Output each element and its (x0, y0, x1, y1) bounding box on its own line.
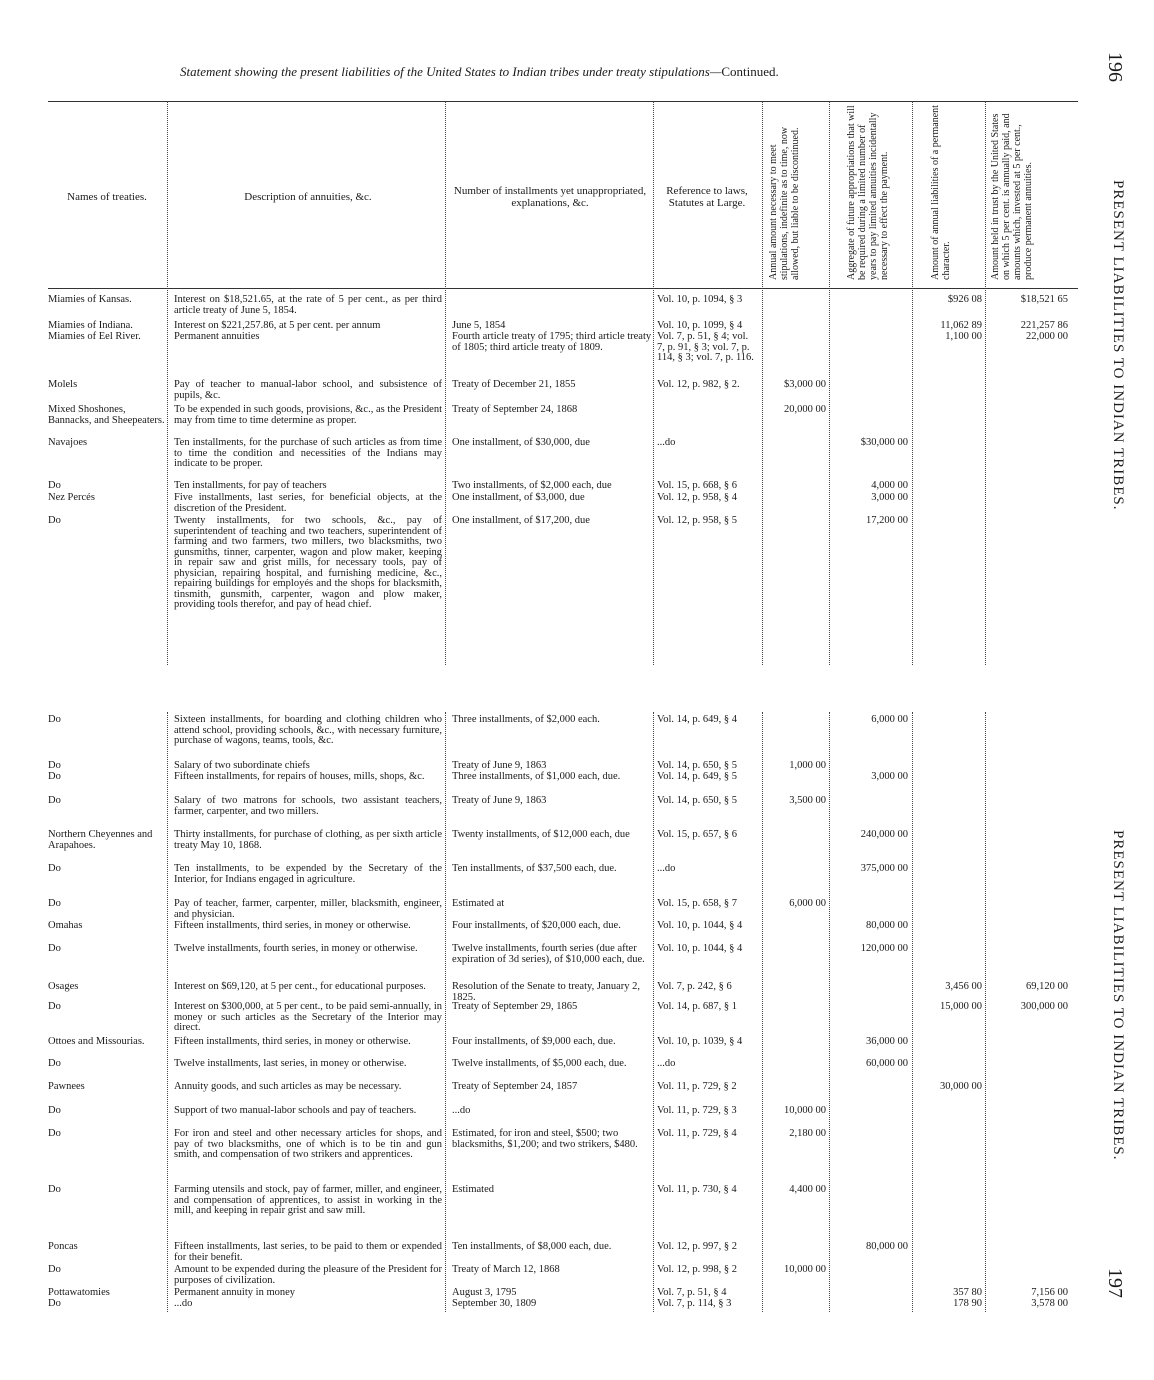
reference: Vol. 11, p. 729, § 3 (657, 1105, 737, 1116)
annual-amount: 10,000 00 (784, 1264, 826, 1275)
reference: Vol. 12, p. 982, § 2. (657, 379, 740, 390)
permanent-amount: $926 08 (947, 294, 982, 305)
column-divider (912, 712, 913, 1312)
reference: Vol. 10, p. 1044, § 4 (657, 943, 743, 954)
annuity-description: Interest on $69,120, at 5 per cent., for educational purposes. (174, 981, 426, 992)
page-title: Statement showing the present liabilities of the United States to Indian tribes under treaty stipulations—Continued. (180, 64, 779, 79)
treaty-name: Northern Cheyennes and Arapahoes. (48, 829, 155, 851)
installments: Estimated at (452, 898, 505, 909)
installments: Treaty of March 12, 1868 (452, 1264, 560, 1275)
aggregate-amount: $30,000 00 (860, 437, 908, 448)
header-rule (48, 288, 1078, 289)
reference: Vol. 10, p. 1044, § 4 (657, 920, 743, 931)
annuity-description: Amount to be expended during the pleasure of the President for purposes of civilization. (174, 1264, 445, 1286)
table-top-rule (48, 101, 1078, 102)
aggregate-amount: 80,000 00 (866, 1241, 908, 1252)
installments: Treaty of September 24, 1868 (452, 404, 578, 415)
page-number-bottom: 197 (1104, 1268, 1126, 1298)
treaty-name: Do (48, 1001, 61, 1012)
column-divider (985, 101, 986, 665)
installments: Twelve installments, of $5,000 each, due. (452, 1058, 627, 1069)
installments: Ten installments, of $37,500 each, due. (452, 863, 617, 874)
annuity-description: Ten installments, for the purchase of such articles as from time to time the condition and necessities of the Indians may indicate to be proper. (174, 437, 445, 469)
header-names: Names of treaties. (67, 191, 147, 203)
annuity-description: Ten installments, to be expended by the Secretary of the Interior, for Indians engaged in agriculture. (174, 863, 445, 885)
column-divider (653, 101, 654, 665)
aggregate-amount: 60,000 00 (866, 1058, 908, 1069)
annuity-description: Permanent annuity in money (174, 1287, 296, 1298)
installments: September 30, 1809 (452, 1298, 537, 1309)
treaty-name: Do (48, 1105, 61, 1116)
running-head-bottom: PRESENT LIABILITIES TO INDIAN TRIBES. (1110, 830, 1126, 1161)
installments: Three installments, of $2,000 each. (452, 714, 600, 725)
installments: Ten installments, of $8,000 each, due. (452, 1241, 612, 1252)
installments: Fourth article treaty of 1795; third article treaty of 1805; third article treaty of 1809. (452, 331, 654, 353)
treaty-name: Do (48, 898, 61, 909)
treaty-name: Do (48, 714, 61, 725)
installments: ...do (452, 1105, 471, 1116)
running-head-top: PRESENT LIABILITIES TO INDIAN TRIBES. (1110, 180, 1126, 511)
trust-amount: 22,000 00 (1026, 331, 1068, 342)
aggregate-amount: 375,000 00 (860, 863, 908, 874)
header-trust: Amount held in trust by the United States on which 5 per cent. is annually paid, and amounts which, invested at 5 per cent., produce permanent annuities. (990, 113, 1034, 280)
annuity-description: Pay of teacher, farmer, carpenter, miller, blacksmith, engineer, and physician. (174, 898, 445, 920)
treaty-name: Do (48, 1264, 61, 1275)
installments: Twelve installments, fourth series (due after expiration of 3d series), of $10,000 each, due. (452, 943, 645, 965)
permanent-amount: 357 80 (953, 1287, 982, 1298)
installments: One installment, of $30,000, due (452, 437, 590, 448)
permanent-amount: 3,456 00 (945, 981, 982, 992)
annuity-description: Ten installments, for pay of teachers (174, 480, 327, 491)
column-divider (445, 101, 446, 665)
treaty-name: Do (48, 1298, 61, 1309)
permanent-amount: 30,000 00 (940, 1081, 982, 1092)
reference: Vol. 14, p. 649, § 5 (657, 771, 738, 782)
treaty-name: Molels (48, 379, 78, 390)
header-reference: Reference to laws, Statutes at Large. (666, 185, 748, 209)
reference: Vol. 14, p. 687, § 1 (657, 1001, 738, 1012)
header-annual: Annual amount necessary to meet stipulations, indefinite as to time, now allowed, but liable to be discontinued. (768, 126, 801, 280)
annuity-description: Sixteen installments, for boarding and clothing children who attend school, providing schools, &c., with necessary furniture, purchase of wagons, teams, tools, &c. (174, 714, 445, 746)
installments: Treaty of September 24, 1857 (452, 1081, 578, 1092)
annuity-description: Interest on $300,000, at 5 per cent., to be paid semi-annually, in money or such articles as the Secretary of the Interior may direct. (174, 1001, 445, 1033)
annuity-description: To be expended in such goods, provisions, &c., as the President may from time to time determine as proper. (174, 404, 445, 426)
treaty-name: Mixed Shoshones, Bannacks, and Sheepeaters. (48, 404, 165, 426)
treaty-name: Miamies of Kansas. (48, 294, 132, 305)
column-divider (762, 712, 763, 1312)
column-divider (167, 101, 168, 665)
column-divider (762, 101, 763, 665)
treaty-name: Osages (48, 981, 79, 992)
trust-amount: 3,578 00 (1031, 1298, 1068, 1309)
annual-amount: 6,000 00 (789, 898, 826, 909)
aggregate-amount: 80,000 00 (866, 920, 908, 931)
annual-amount: 1,000 00 (789, 760, 826, 771)
annuity-description: Annuity goods, and such articles as may be necessary. (174, 1081, 402, 1092)
reference: Vol. 15, p. 668, § 6 (657, 480, 738, 491)
aggregate-amount: 4,000 00 (871, 480, 908, 491)
installments: Three installments, of $1,000 each, due. (452, 771, 621, 782)
reference: Vol. 11, p. 729, § 2 (657, 1081, 737, 1092)
annuity-description: Salary of two subordinate chiefs (174, 760, 310, 771)
permanent-amount: 1,100 00 (945, 331, 982, 342)
treaty-name: Do (48, 795, 61, 806)
reference: Vol. 10, p. 1099, § 4 (657, 320, 743, 331)
annuity-description: Fifteen installments, third series, in money or otherwise. (174, 920, 411, 931)
trust-amount: 300,000 00 (1020, 1001, 1068, 1012)
column-divider (829, 712, 830, 1312)
reference: Vol. 14, p. 649, § 4 (657, 714, 738, 725)
annuity-description: ...do (174, 1298, 193, 1309)
treaty-name: Miamies of Indiana. (48, 320, 133, 331)
treaty-name: Do (48, 480, 61, 491)
annuity-description: Pay of teacher to manual-labor school, and subsistence of pupils, &c. (174, 379, 445, 401)
reference: ...do (657, 1058, 676, 1069)
installments: August 3, 1795 (452, 1287, 517, 1298)
reference: Vol. 12, p. 958, § 4 (657, 492, 738, 503)
permanent-amount: 11,062 89 (940, 320, 982, 331)
reference: ...do (657, 863, 676, 874)
reference: Vol. 7, p. 242, § 6 (657, 981, 732, 992)
reference: Vol. 7, p. 114, § 3 (657, 1298, 732, 1309)
header-description: Description of annuities, &c. (244, 191, 372, 203)
installments: Treaty of September 29, 1865 (452, 1001, 578, 1012)
installments: Four installments, of $9,000 each, due. (452, 1036, 616, 1047)
treaty-name: Poncas (48, 1241, 78, 1252)
treaty-name: Ottoes and Missourias. (48, 1036, 145, 1047)
reference: Vol. 12, p. 997, § 2 (657, 1241, 738, 1252)
trust-amount: $18,521 65 (1020, 294, 1068, 305)
installments: Resolution of the Senate to treaty, January 2, 1825. (452, 981, 643, 1003)
reference: Vol. 12, p. 958, § 5 (657, 515, 738, 526)
header-aggregate: Aggregate of future appropriations that will be required during a limited number of years to pay limited annuities incidentally necessary to effect the payment. (846, 105, 890, 280)
column-divider (167, 712, 168, 1312)
annuity-description: Support of two manual-labor schools and pay of teachers. (174, 1105, 417, 1116)
aggregate-amount: 17,200 00 (866, 515, 908, 526)
treaty-name: Do (48, 515, 61, 526)
annuity-description: Salary of two matrons for schools, two assistant teachers, farmer, carpenter, and two millers. (174, 795, 445, 817)
annual-amount: 2,180 00 (789, 1128, 826, 1139)
annuity-description: Twenty installments, for two schools, &c., pay of superintendent of teaching and two teachers, superintendent of farming and two farmers, two millers, two blacksmiths, two gunsmiths, tinner, carpenter, wagon and plow maker, keeping in repair saw and grist mills, for necessary tools, pay of physician, repairing hospital, and furnishing medicine, &c., repairing buildings for employés and the shops for blacksmith, tinsmith, gunsmith, carpenter, wagon and plow maker, providing tools therefor, and pay of head chief. (174, 515, 445, 610)
installments: Treaty of December 21, 1855 (452, 379, 576, 390)
column-divider (653, 712, 654, 1312)
installments: Treaty of June 9, 1863 (452, 795, 547, 806)
page-number-top: 196 (1104, 52, 1126, 82)
annuity-description: Permanent annuities (174, 331, 260, 342)
reference: Vol. 10, p. 1094, § 3 (657, 294, 743, 305)
permanent-amount: 178 90 (953, 1298, 982, 1309)
annuity-description: Thirty installments, for purchase of clothing, as per sixth article treaty May 10, 1868. (174, 829, 445, 851)
header-installments: Number of installments yet unappropriated, explanations, &c. (453, 185, 647, 209)
annual-amount: $3,000 00 (784, 379, 826, 390)
aggregate-amount: 120,000 00 (860, 943, 908, 954)
reference: Vol. 11, p. 730, § 4 (657, 1184, 737, 1195)
treaty-name: Nez Percés (48, 492, 95, 503)
reference: Vol. 7, p. 51, § 4; vol. 7, p. 91, § 3; vol. 7, p. 114, § 3; vol. 7, p. 116. (657, 331, 754, 363)
trust-amount: 69,120 00 (1026, 981, 1068, 992)
treaty-name: Pottawatomies (48, 1287, 110, 1298)
reference: Vol. 7, p. 51, § 4 (657, 1287, 727, 1298)
column-divider (912, 101, 913, 665)
reference: Vol. 12, p. 998, § 2 (657, 1264, 738, 1275)
treaty-name: Navajoes (48, 437, 88, 448)
annual-amount: 4,400 00 (789, 1184, 826, 1195)
column-divider (445, 712, 446, 1312)
annuity-description: Five installments, last series, for beneficial objects, at the discretion of the President. (174, 492, 445, 514)
reference: Vol. 15, p. 658, § 7 (657, 898, 738, 909)
treaty-name: Do (48, 1128, 61, 1139)
annuity-description: Fifteen installments, third series, in money or otherwise. (174, 1036, 411, 1047)
aggregate-amount: 240,000 00 (860, 829, 908, 840)
annuity-description: Farming utensils and stock, pay of farmer, miller, and engineer, and compensation of apprentices, to assist in working in the mill, and keeping in repair grist and saw mill. (174, 1184, 445, 1216)
treaty-name: Do (48, 863, 61, 874)
annuity-description: Interest on $18,521.65, at the rate of 5 per cent., as per third article treaty of June 5, 1854. (174, 294, 445, 316)
installments: Treaty of June 9, 1863 (452, 760, 547, 771)
annuity-description: Twelve installments, last series, in money or otherwise. (174, 1058, 407, 1069)
annuity-description: Interest on $221,257.86, at 5 per cent. per annum (174, 320, 381, 331)
annual-amount: 10,000 00 (784, 1105, 826, 1116)
trust-amount: 7,156 00 (1031, 1287, 1068, 1298)
annuity-description: Fifteen installments, for repairs of houses, mills, shops, &c. (174, 771, 425, 782)
installments: Estimated (452, 1184, 494, 1195)
trust-amount: 221,257 86 (1020, 320, 1068, 331)
installments: Twenty installments, of $12,000 each, due (452, 829, 630, 840)
annual-amount: 3,500 00 (789, 795, 826, 806)
aggregate-amount: 36,000 00 (866, 1036, 908, 1047)
installments: Estimated, for iron and steel, $500; two blacksmiths, $1,200; and two strikers, $480. (452, 1128, 638, 1150)
treaty-name: Do (48, 771, 61, 782)
reference: Vol. 10, p. 1039, § 4 (657, 1036, 743, 1047)
treaty-name: Do (48, 1058, 61, 1069)
installments: Two installments, of $2,000 each, due (452, 480, 612, 491)
header-permanent: Amount of annual liabilities of a permanent character. (930, 105, 952, 280)
installments: Four installments, of $20,000 each, due. (452, 920, 621, 931)
treaty-name: Do (48, 943, 61, 954)
aggregate-amount: 6,000 00 (871, 714, 908, 725)
treaty-name: Pawnees (48, 1081, 85, 1092)
installments: One installment, of $3,000, due (452, 492, 585, 503)
annuity-description: For iron and steel and other necessary articles for shops, and pay of two blacksmiths, one of which is to be tin and gun smith, and compensation of two strikers and apprentices. (174, 1128, 445, 1160)
page-margin (1086, 0, 1126, 1380)
annuity-description: Twelve installments, fourth series, in money or otherwise. (174, 943, 418, 954)
reference: Vol. 14, p. 650, § 5 (657, 795, 738, 806)
reference: ...do (657, 437, 676, 448)
annuity-description: Fifteen installments, last series, to be paid to them or expended for their benefit. (174, 1241, 445, 1263)
permanent-amount: 15,000 00 (940, 1001, 982, 1012)
column-divider (985, 712, 986, 1312)
annual-amount: 20,000 00 (784, 404, 826, 415)
installments: June 5, 1854 (452, 320, 506, 331)
reference: Vol. 11, p. 729, § 4 (657, 1128, 737, 1139)
reference: Vol. 15, p. 657, § 6 (657, 829, 738, 840)
treaty-name: Omahas (48, 920, 83, 931)
aggregate-amount: 3,000 00 (871, 771, 908, 782)
treaty-name: Do (48, 1184, 61, 1195)
aggregate-amount: 3,000 00 (871, 492, 908, 503)
reference: Vol. 14, p. 650, § 5 (657, 760, 738, 771)
treaty-name: Miamies of Eel River. (48, 331, 141, 342)
installments: One installment, of $17,200, due (452, 515, 590, 526)
treaty-name: Do (48, 760, 61, 771)
